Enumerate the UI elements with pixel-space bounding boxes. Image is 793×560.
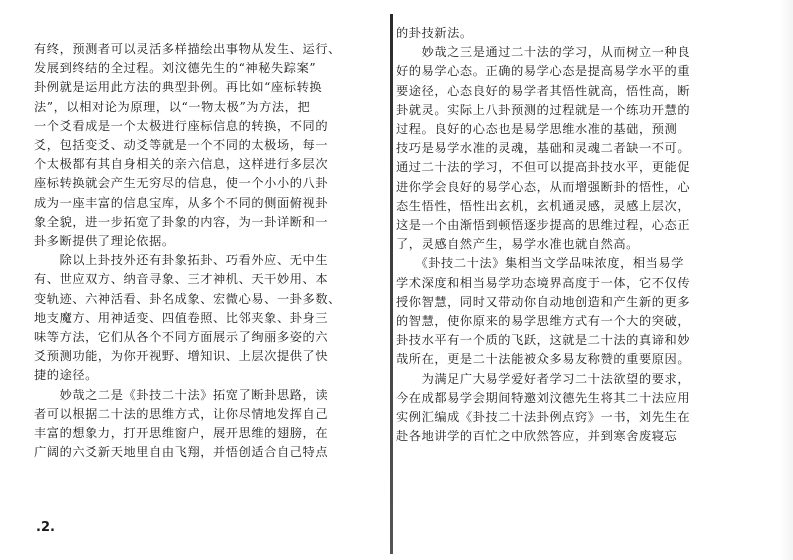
right-page-text-line: 的智慧，使你原来的易学思维方式有一个大的突破，: [396, 314, 691, 329]
right-page-text-line: 要途径，心态良好的易学者其悟性就高，悟性高，断: [396, 83, 691, 98]
right-page-text-line: 态生悟性，悟性出玄机，玄机通灵感，灵感上层次，: [396, 198, 691, 213]
left-page-text-line: 者可以根据二十法的思维方式，让你尽情地发挥自己: [34, 406, 329, 421]
left-page-text-line: 捷的途径。: [34, 368, 98, 383]
left-page-text-line: 爻预测功能，为你开视野、增知识、上层次提供了快: [34, 349, 329, 364]
right-page-text-line: 实例汇编成《卦技二十法卦例点窍》一书，刘先生在: [396, 410, 691, 425]
left-page-text-line: 座标转换就会产生无穷尽的信息，使一个小小的八卦: [34, 176, 329, 191]
right-page-text-line: 技巧是易学水准的灵魂，基础和灵魂二者缺一不可。: [396, 141, 691, 156]
right-page-text-line: 好的易学心态。正确的易学心态是提高易学水平的重: [396, 64, 691, 79]
right-page-text-line: 卦技水平有一个质的飞跃，这就是二十法的真谛和妙: [396, 333, 691, 348]
right-page-text-line: 的卦技新法。: [396, 26, 473, 40]
left-page-text-line: 法”，以相对论为原理，以“一物太极”为方法，把: [34, 99, 311, 114]
right-page-text-line: 《卦技二十法》集相当文学品味浓度，相当易学: [396, 256, 685, 271]
left-page-text-line: 变轨迹、六神活看、卦名成象、宏微心易、一卦多数、: [34, 291, 341, 306]
left-page-text-line: 有终，预测者可以灵活多样描绘出事物从发生、运行、: [34, 42, 341, 56]
right-page-text-line: 授你智慧，同时又带动你自动地创造和产生新的更多: [396, 294, 691, 309]
right-page-text-line: 妙哉之三是通过二十法的学习，从而树立一种良: [396, 45, 691, 60]
left-page-text-line: 象全貌，进一步拓宽了卦象的内容，为一卦详断和一: [34, 214, 329, 229]
right-page-text-line: 学术深度和相当易学功态境界高度于一体，它不仅传: [396, 275, 691, 290]
left-page-text-line: 地支魔方、用神适变、四值卷照、比邻夹象、卦身三: [34, 310, 329, 325]
left-page-text-line: 个太极都有其自身相关的亲六信息，这样进行多层次: [34, 157, 329, 172]
left-page-text-line: 妙哉之二是《卦技二十法》拓宽了断卦思路，读: [34, 387, 329, 402]
left-page-text-line: 成为一座丰富的信息宝库，从多个不同的侧面俯视卦: [34, 195, 329, 210]
right-page-text-line: 过程。良好的心态也是易学思维水准的基础，预测: [396, 122, 678, 137]
page-number: .2.: [36, 520, 55, 535]
right-page-text-line: 卦就灵。实际上八卦预测的过程就是一个练功开慧的: [396, 102, 691, 117]
left-page-text-line: 爻，包括变爻、动爻等就是一个不同的太极场，每一: [34, 138, 329, 153]
left-page-text-line: 除以上卦技外还有卦象拓卦、巧看外应、无中生: [34, 253, 329, 268]
left-page-text-line: 一个爻看成是一个太极进行座标信息的转换，不同的: [34, 118, 329, 133]
left-page-text-line: 味等方法，它们从各个不同方面展示了绚丽多姿的六: [34, 330, 329, 345]
right-page: [396, 24, 758, 446]
right-page-text-line: 了，灵感自然产生，易学水准也就自然高。: [396, 237, 639, 252]
right-page-text-line: 赴各地讲学的百忙之中欣然答应，并到寒舍废寝忘: [396, 429, 678, 444]
left-page-text-line: 卦例就是运用此方法的典型卦例。再比如“座标转换: [34, 80, 323, 95]
right-page-text-line: 为满足广大易学爱好者学习二十法欲望的要求，: [396, 371, 691, 386]
left-page-text-line: 广阔的六爻新天地里自由飞翔，并悟创适合自己特点: [34, 445, 329, 460]
left-page-text-line: 卦多断提供了理论依据。: [34, 234, 175, 249]
scan-edge: [779, 0, 793, 560]
right-page-text-line: 这是一个由渐悟到顿悟逐步提高的思维过程，心态正: [396, 218, 691, 233]
right-page-text-line: 进你学会良好的易学心态，从而增强断卦的悟性，心: [396, 179, 691, 194]
left-page-text-line: 丰富的想象力，打开思维窗户，展开思维的翅膀，在: [34, 426, 329, 441]
left-page: [34, 40, 386, 462]
left-page-text-line: 发展到终结的全过程。刘汶德先生的“神秘失踪案”: [34, 61, 317, 76]
left-page-text-line: 有、世应双方、纳音寻象、三才神机、天干妙用、本: [34, 272, 329, 287]
right-page-text-line: 通过二十法的学习，不但可以提高卦技水平，更能促: [396, 160, 691, 175]
right-page-text-line: 今在成都易学会期间特邀刘汶德先生将其二十法应用: [396, 390, 691, 405]
right-page-text-line: 哉所在，更是二十法能被众多易友称赞的重要原因。: [396, 352, 691, 367]
